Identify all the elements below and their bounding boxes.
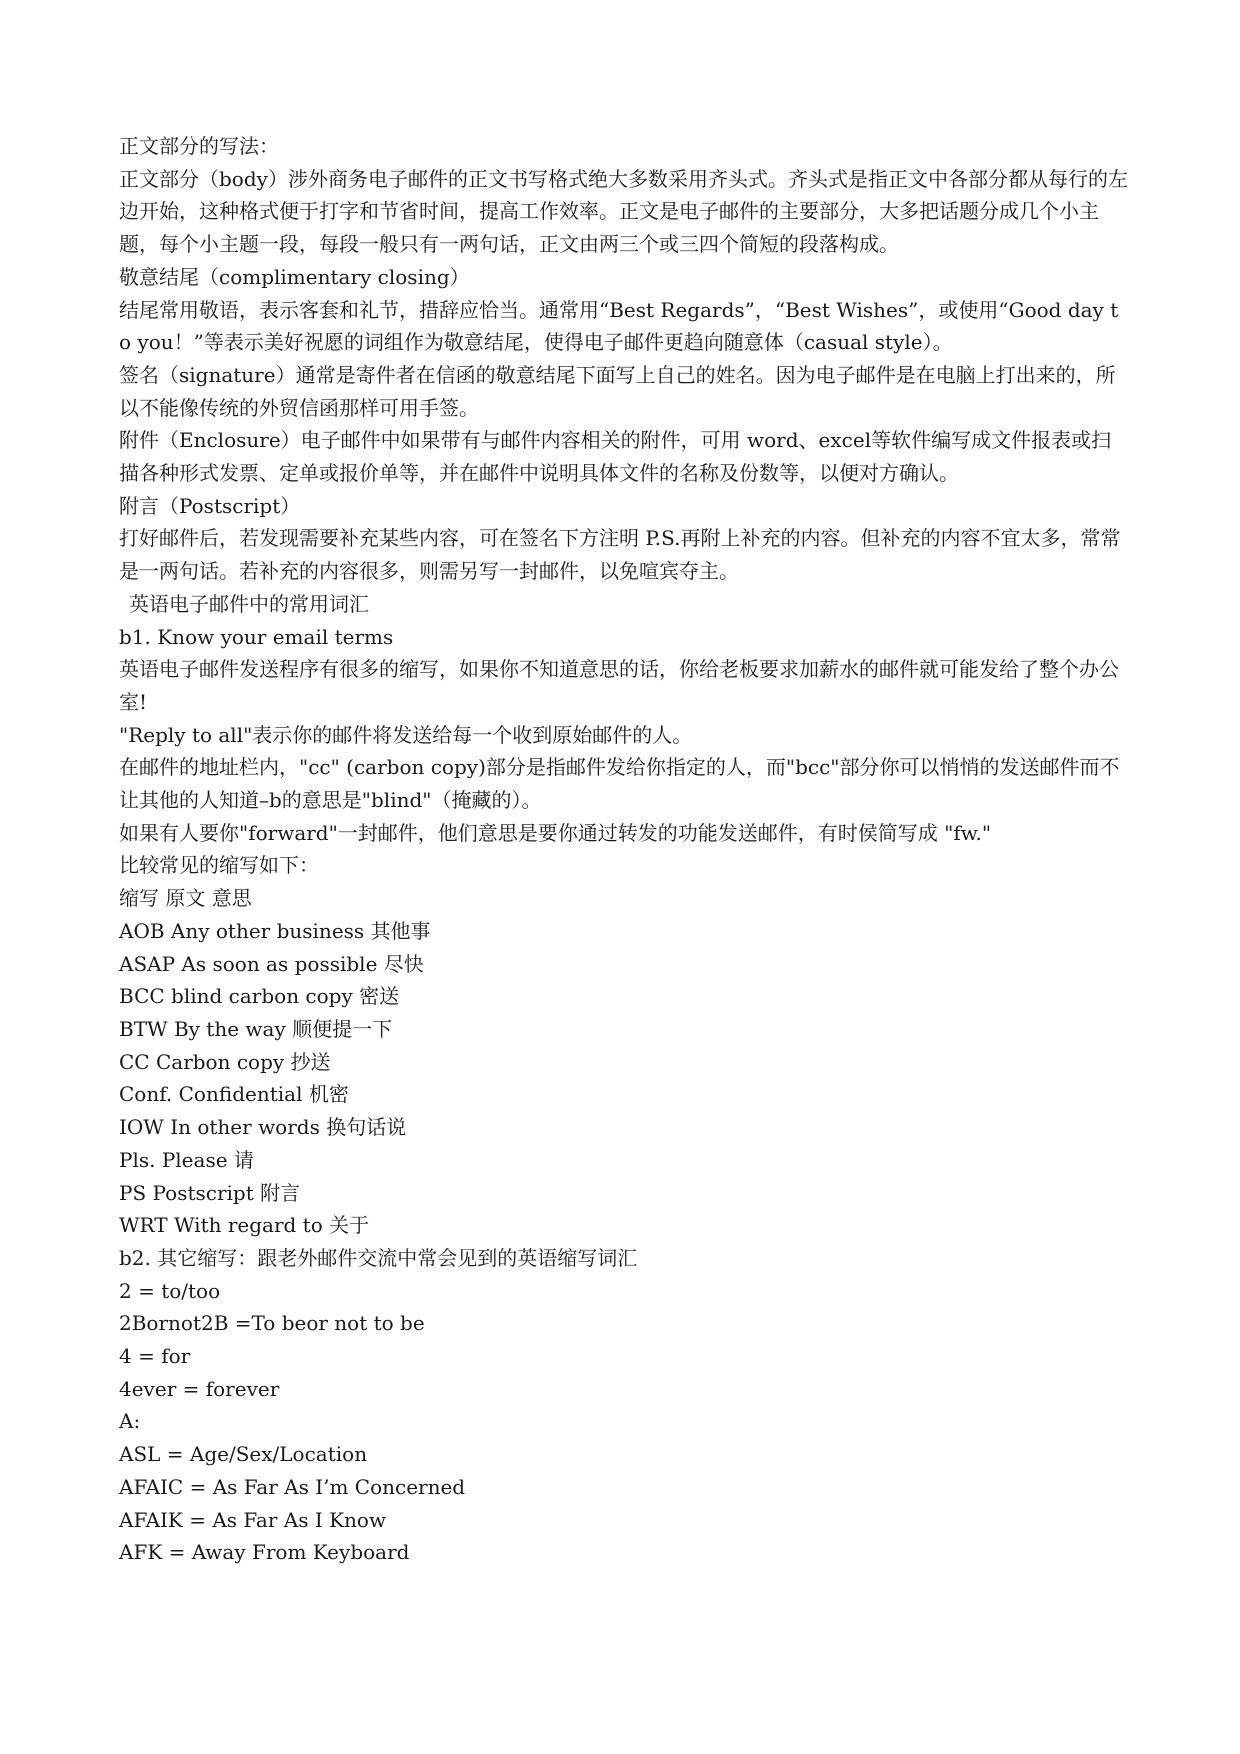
list-item: ASAP As soon as possible 尽快 xyxy=(119,951,424,976)
list-header: 缩写 原文 意思 xyxy=(119,886,252,911)
subheading-b1: b1. Know your email terms xyxy=(119,624,394,649)
subheading-b2: b2. 其它缩写：跟老外邮件交流中常会见到的英语缩写词汇 xyxy=(119,1245,638,1270)
list-item: PS Postscript 附言 xyxy=(119,1180,301,1205)
paragraph-enclosure: 附件（Enclosure）电子邮件中如果带有与邮件内容相关的附件，可用 word、excel等软件编写成文件报表或扫描各种形式发票、定单或报价单等，并在邮件中说明具体文件的名称及份数等，以便对方确认。 xyxy=(119,428,1112,486)
list-item: BTW By the way 顺便提一下 xyxy=(119,1016,393,1041)
list-item: 4ever = forever xyxy=(119,1376,280,1401)
section-heading-closing: 敬意结尾（complimentary closing） xyxy=(119,264,470,289)
list-item: 2 = to/too xyxy=(119,1278,221,1303)
list-item: AOB Any other business 其他事 xyxy=(119,918,431,943)
section-heading-postscript: 附言（Postscript） xyxy=(119,493,301,518)
list-item: WRT With regard to 关于 xyxy=(119,1213,370,1238)
list-letter-heading: A: xyxy=(119,1409,141,1434)
paragraph-postscript: 打好邮件后，若发现需要补充某些内容，可在签名下方注明 P.S.再附上补充的内容。但补充的内容不宜太多，常常是一两句话。若补充的内容很多，则需另写一封邮件，以免喧宾夺主。 xyxy=(119,526,1121,584)
list-item: Pls. Please 请 xyxy=(119,1147,254,1172)
list-item: AFAIC = As Far As I’m Concerned xyxy=(119,1474,466,1499)
list-item: ASL = Age/Sex/Location xyxy=(119,1442,368,1467)
paragraph-forward: 如果有人要你"forward"一封邮件，他们意思是要你通过转发的功能发送邮件，有时侯简写成 "fw." xyxy=(119,820,992,845)
list-item: CC Carbon copy 抄送 xyxy=(119,1049,331,1074)
list-item: 4 = for xyxy=(119,1344,191,1369)
list-item: 2Bornot2B =To beor not to be xyxy=(119,1311,425,1336)
list-item: AFAIK = As Far As I Know xyxy=(119,1507,387,1532)
section-heading-body-format: 正文部分的写法： xyxy=(119,134,279,158)
paragraph-closing-description: 结尾常用敬语，表示客套和礼节，措辞应恰当。通常用“Best Regards”，“Best Wishes”，或使用“Good day to you！”等表示美好祝愿的词组作为敬意结尾，使得电子邮件更趋向随意体（casual style）。 xyxy=(119,297,1119,355)
list-item: Conf. Confidential 机密 xyxy=(119,1082,349,1107)
paragraph-abbreviations-intro: 英语电子邮件发送程序有很多的缩写，如果你不知道意思的话，你给老板要求加薪水的邮件就可能发给了整个办公室! xyxy=(119,657,1119,714)
list-intro: 比较常见的缩写如下： xyxy=(119,853,319,878)
paragraph-body-description: 正文部分（body）涉外商务电子邮件的正文书写格式绝大多数采用齐头式。齐头式是指正文中各部分都从每行的左边开始，这种格式便于打字和节省时间，提高工作效率。正文是电子邮件的主要部分，大多把话题分成几个小主题，每个小主题一段，每段一般只有一两句话，正文由两三个或三四个简短的段落构成。 xyxy=(119,166,1128,257)
list-item: BCC blind carbon copy 密送 xyxy=(119,984,400,1009)
document-body xyxy=(119,130,1129,1569)
section-heading-vocabulary: 英语电子邮件中的常用词汇 xyxy=(129,591,369,616)
paragraph-signature: 签名（signature）通常是寄件者在信函的敬意结尾下面写上自己的姓名。因为电子邮件是在电脑上打出来的，所以不能像传统的外贸信函那样可用手签。 xyxy=(119,362,1116,420)
list-item: AFK = Away From Keyboard xyxy=(119,1540,410,1565)
paragraph-reply-to-all: "Reply to all"表示你的邮件将发送给每一个收到原始邮件的人。 xyxy=(119,722,693,747)
paragraph-cc-bcc: 在邮件的地址栏内，"cc" (carbon copy)部分是指邮件发给你指定的人，而"bcc"部分你可以悄悄的发送邮件而不让其他的人知道–b的意思是"blind"（掩藏的）。 xyxy=(119,755,1120,813)
list-item: IOW In other words 换句话说 xyxy=(119,1115,407,1140)
